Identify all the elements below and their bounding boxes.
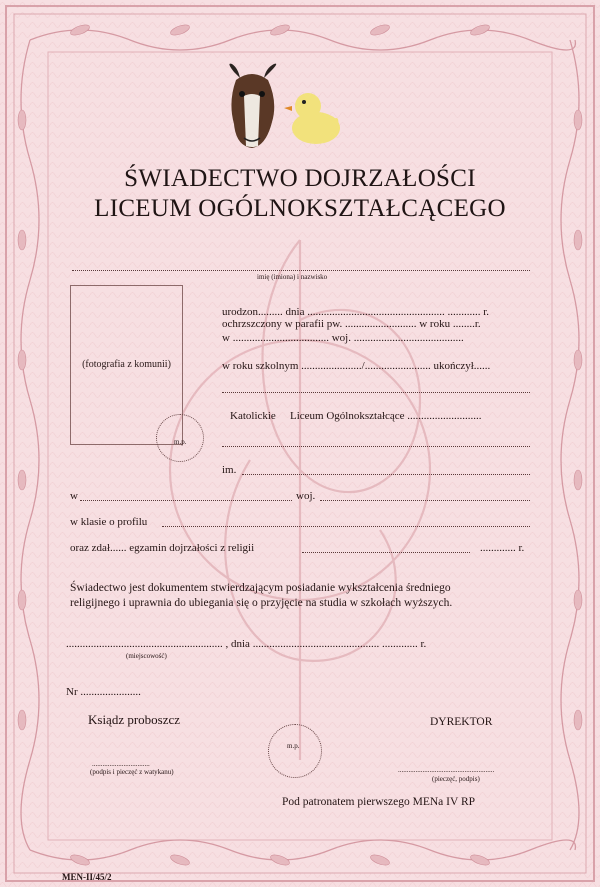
place-date-line: ......................................................... , dnia .............................................. ............. r. [66,638,427,650]
name-field[interactable] [72,270,530,271]
catholic-label: Katolickie [230,410,276,422]
priest-sign-dots: ................................. [92,760,150,768]
exam-field[interactable] [302,552,470,553]
statement-line-2: religijnego i uprawnia do ubiegania się o przyjęcie na studia w szkołach wyższych. [70,597,453,609]
profile-label: w klasie o profilu [70,516,148,528]
statement-line-1: Świadectwo jest dokumentem stwierdzającym posiadanie wykształcenia średniego [70,582,451,594]
w-field[interactable] [80,500,292,501]
baptized-line: ochrzszczony w parafii pw. .......................... w roku ........r. [222,318,481,330]
patronage-line: Pod patronatem pierwszego MENa IV RP [282,796,476,808]
school-label: Liceum Ogólnokształcące ........................... [290,410,482,422]
name-caption: imię (imiona) i nazwisko [257,273,328,281]
goat-horse-icon [222,62,284,150]
director-sign-caption: (pieczęć, podpis) [432,775,480,783]
priest-label: Ksiądz proboszcz [88,712,181,727]
profile-field[interactable] [162,526,530,527]
photo-seal-label: m.p. [174,438,187,446]
woj-label: woj. [296,490,316,502]
exam-year: ............. r. [480,542,525,554]
place-caption: (miejscowość) [126,652,167,660]
center-seal [268,724,322,778]
w-woj-line: w ................................... woj. ........................................ [222,332,464,344]
director-label: DYREKTOR [430,716,493,728]
blank-line-2[interactable] [222,446,530,447]
woj-field[interactable] [320,500,530,501]
center-seal-label: m.p. [287,742,300,750]
priest-sign-caption: (podpis i pieczęć z watykanu) [90,768,174,776]
director-sign-dots: ....................................................... [398,766,495,774]
im-field[interactable] [242,474,530,475]
form-code: MEN-II/45/2 [62,872,112,882]
rubber-duck-icon [282,86,342,146]
title-line-2: LICEUM OGÓLNOKSZTAŁCĄCEGO [94,195,506,222]
w-label: w [70,490,78,502]
im-label: im. [222,464,237,476]
nr-line: Nr ...................... [66,686,141,698]
school-year-line: w roku szkolnym ....................../........................ ukończył...... [222,360,491,372]
exam-line: oraz zdał...... egzamin dojrzałości z religii [70,542,255,554]
photo-label: (fotografia z komunii) [82,359,171,370]
born-line: urodzon......... dnia .................................................. ............ r. [222,306,490,318]
title-line-1: ŚWIADECTWO DOJRZAŁOŚCI [124,165,476,192]
blank-line-1[interactable] [222,392,530,393]
